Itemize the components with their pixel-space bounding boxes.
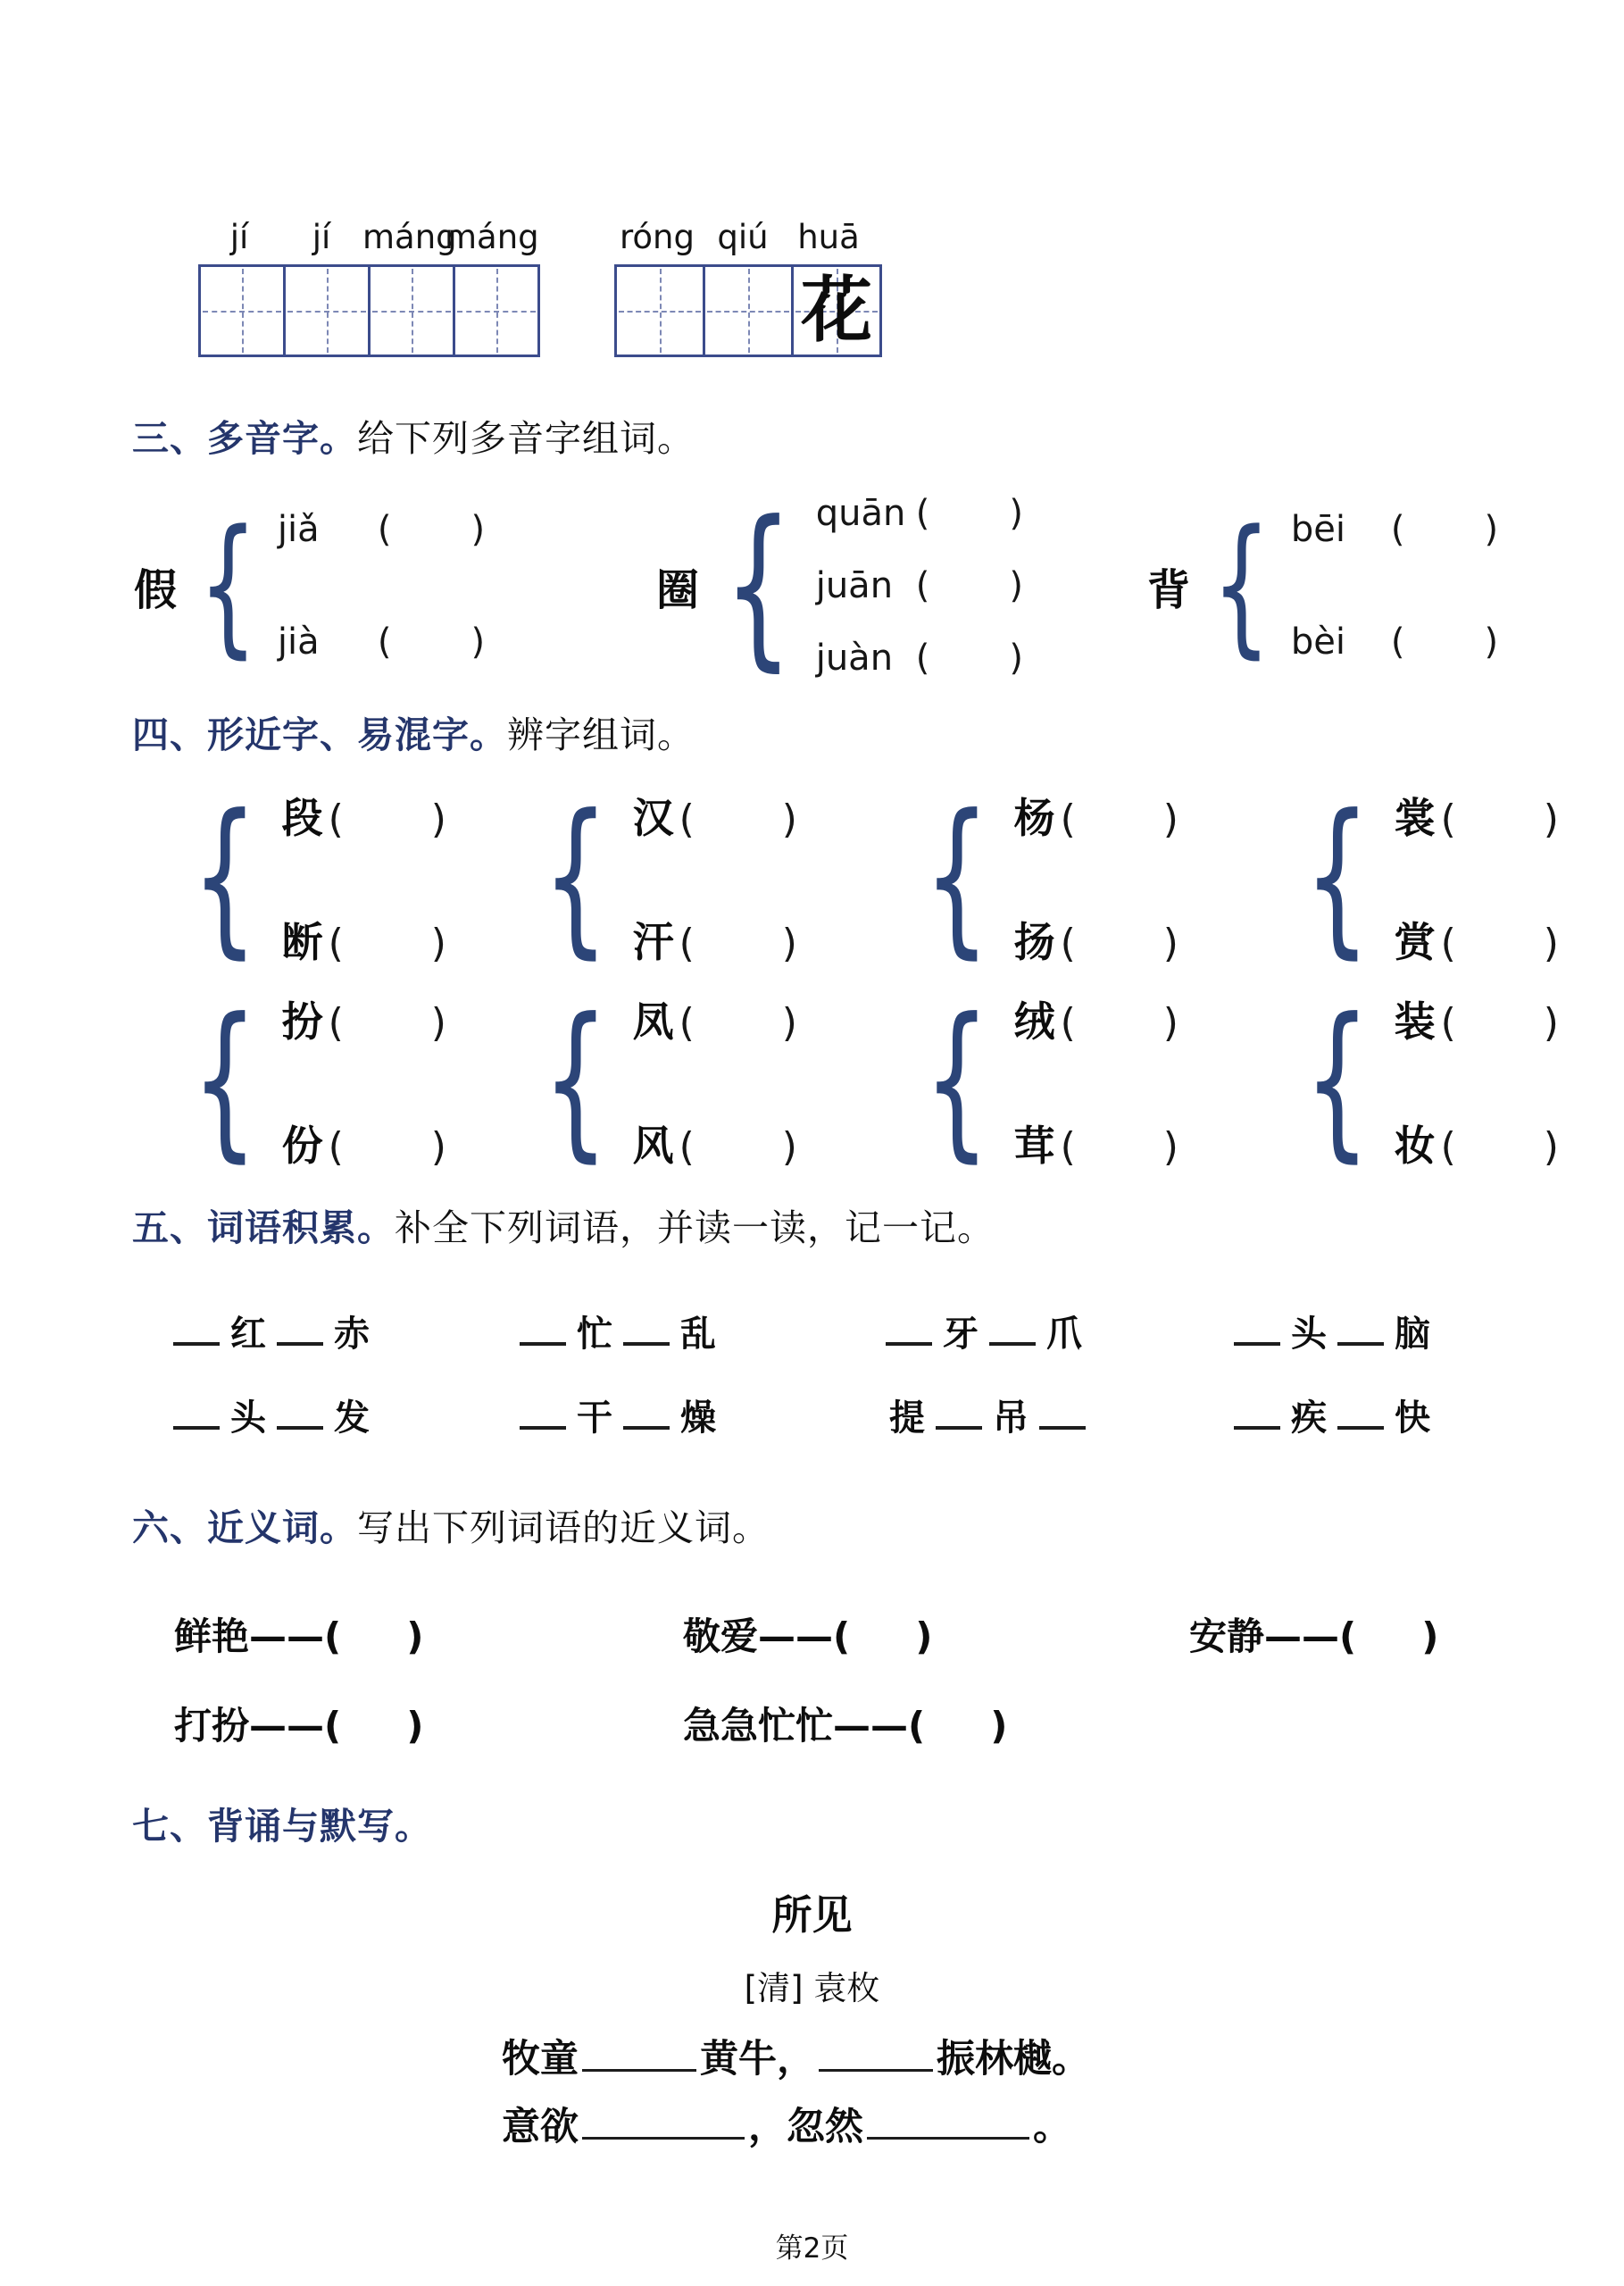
curly-brace: { [923,982,990,1179]
pair-row [633,910,797,969]
text-token: 发 [334,1397,370,1439]
section-title: 多音字。 [207,417,357,460]
page-number: 第2页 [775,2232,849,2265]
text-token: 意欲 [502,2105,579,2149]
pinyin-reading: bēi [1290,509,1346,550]
answer-parentheses: ( ) [328,1000,446,1046]
writing-grid-2 [614,264,882,357]
pinyin-row-2 [614,218,871,256]
pinyin-label: huā [797,218,860,256]
section-5-heading [132,1198,995,1251]
word-fill-item [516,1306,723,1356]
pair-column [1014,989,1178,1172]
section-number: 五、 [132,1206,207,1249]
pinyin-label: máng [362,218,457,256]
pinyin-reading: jiǎ [277,509,320,550]
pair-character: 杨 [1013,794,1055,842]
pair-row [282,989,446,1048]
pinyin-reading: bèi [1290,622,1346,663]
text-token: 头 [230,1397,266,1439]
reading-row [816,565,1023,606]
polyphonic-group-bei [1147,496,1498,675]
text-token: ，忽然 [748,2105,863,2149]
blank-line [1234,1338,1280,1346]
pair-column [282,786,446,969]
answer-parentheses: ( ) [1390,622,1499,663]
readings-list [1291,509,1498,663]
answer-parentheses: ( ) [915,565,1023,606]
blank-line [173,1338,220,1346]
char-pair-group [522,982,797,1179]
word-fill-item [516,1389,723,1440]
answer-parentheses: ( ) [1060,1124,1178,1170]
pair-row [1395,1114,1559,1172]
blank-line [582,2132,745,2140]
blank-line [277,1422,323,1430]
polyphonic-group-jia [134,496,485,675]
pair-character: 裳 [1394,794,1436,842]
char-pair-group [1284,779,1559,975]
pair-row [282,910,446,969]
pair-character: 凤 [632,997,674,1046]
section-6-heading [132,1498,770,1551]
pair-row [633,786,797,845]
text-token: 疾 [1291,1397,1327,1439]
char-pair-group [171,982,446,1179]
answer-parentheses: ( ) [915,638,1023,679]
pair-row [1395,989,1559,1048]
pinyin-label: jí [229,218,249,256]
writing-grid-1 [198,264,540,357]
synonym-item: 打扮——( ) [174,1704,424,1748]
answer-parentheses: ( ) [377,622,486,663]
curly-brace: { [1303,982,1370,1179]
answer-parentheses: ( ) [328,1124,446,1170]
text-token: 吊 [993,1397,1029,1439]
blank-line [819,2065,933,2072]
pair-character: 份 [281,1122,323,1170]
curly-brace: { [923,779,990,975]
pair-row [1014,989,1178,1048]
synonym-item: 敬爱——( ) [683,1614,933,1658]
blank-line [520,1338,566,1346]
text-token: 牙 [943,1314,979,1355]
curly-brace: { [542,982,609,1179]
pair-row [282,786,446,845]
polyphonic-character: 假 [134,564,178,615]
polyphonic-character: 背 [1147,564,1191,615]
text-token: 红 [230,1314,266,1355]
reading-row [816,638,1023,679]
section-title: 背诵与默写。 [207,1805,432,1848]
pair-character: 装 [1394,997,1436,1046]
section-7-heading [132,1797,432,1849]
word-fill-item [1230,1389,1437,1440]
pair-column [633,786,797,969]
pair-character: 茸 [1013,1122,1055,1170]
writing-cell [283,264,371,357]
reading-row [1291,509,1498,550]
pair-character: 扮 [281,997,323,1046]
section-4-heading [132,705,695,758]
polyphonic-group-quan [656,483,1023,688]
writing-cell [614,264,705,357]
pinyin-reading: jià [277,622,320,663]
word-fill-item [882,1306,1089,1356]
blank-line [277,1338,323,1346]
answer-parentheses: ( ) [1060,797,1178,842]
pair-column [633,989,797,1172]
blank-line [582,2065,696,2072]
section-title: 形近字、易混字。 [207,713,507,756]
pair-character: 绒 [1013,997,1055,1046]
text-token: 燥 [680,1397,716,1439]
answer-parentheses: ( ) [679,797,797,842]
blank-line [867,2132,1029,2140]
readings-list [278,509,485,663]
answer-parentheses: ( ) [328,797,446,842]
pinyin-label: máng [445,218,539,256]
pair-character: 赏 [1394,918,1436,966]
text-token: 赤 [334,1314,370,1355]
synonym-item: 鲜艳——( ) [174,1614,424,1658]
section-instruction: 补全下列词语，并读一读，记一记。 [395,1206,995,1249]
polyphonic-character: 圈 [656,564,700,615]
reading-row [1291,622,1498,663]
pair-character: 扬 [1013,918,1055,966]
section-number: 七、 [132,1805,207,1848]
readings-list [816,493,1023,679]
answer-parentheses: ( ) [679,1124,797,1170]
synonym-item: 急急忙忙——( ) [683,1704,1008,1748]
writing-cell [703,264,794,357]
char-pair-group [1284,982,1559,1179]
curly-brace: { [1212,497,1271,673]
section-3-heading [132,409,695,462]
reading-row [278,509,485,550]
text-token: 干 [577,1397,612,1439]
blank-line [1337,1338,1384,1346]
pair-character: 汉 [632,794,674,842]
text-token: 提 [889,1397,925,1439]
section-number: 六、 [132,1506,207,1549]
curly-brace: { [542,779,609,975]
section-title: 近义词。 [207,1506,357,1549]
writing-cell [368,264,455,357]
answer-parentheses: ( ) [1060,1000,1178,1046]
text-token: 乱 [680,1314,716,1355]
reading-row [816,493,1023,534]
answer-parentheses: ( ) [679,1000,797,1046]
text-token: 脑 [1395,1314,1430,1355]
answer-parentheses: ( ) [915,493,1023,534]
answer-parentheses: ( ) [1440,1000,1559,1046]
pair-character: 汗 [632,918,674,966]
pair-column [1014,786,1178,969]
reading-row [278,622,485,663]
poem-author: [清] 袁枚 [744,1969,880,2007]
text-token: 黄牛， [700,2037,815,2082]
pair-column [1395,989,1559,1172]
poem-line [502,2097,1071,2151]
text-token: 忙 [577,1314,612,1355]
pinyin-label: qiú [717,218,769,256]
text-token: 爪 [1046,1314,1082,1355]
blank-line [520,1422,566,1430]
pair-column [1395,786,1559,969]
pair-row [1395,910,1559,969]
synonym-item: 安静——( ) [1189,1614,1439,1658]
blank-line [623,1338,670,1346]
blank-line [1234,1422,1280,1430]
pair-column [282,989,446,1172]
word-fill-item [170,1306,377,1356]
curly-brace: { [723,483,794,688]
pair-row [1395,786,1559,845]
curly-brace: { [191,779,258,975]
word-fill-item [170,1389,377,1440]
pair-row [1014,910,1178,969]
cell-character: 花 [801,269,872,352]
section-instruction: 写出下列词语的近义词。 [357,1506,770,1549]
pinyin-row-1 [198,218,539,256]
char-pair-group [522,779,797,975]
answer-parentheses: ( ) [1060,921,1178,966]
answer-parentheses: ( ) [328,921,446,966]
section-instruction: 辨字组词。 [507,713,695,756]
blank-line [623,1422,670,1430]
text-token: 牧童 [502,2037,579,2082]
blank-line [886,1338,932,1346]
writing-cell [198,264,286,357]
pair-character: 段 [281,794,323,842]
text-token: 头 [1291,1314,1327,1355]
pair-row [282,1114,446,1172]
pinyin-reading: juān [815,565,894,606]
pair-character: 风 [632,1122,674,1170]
section-number: 四、 [132,713,207,756]
char-pair-group [904,779,1178,975]
answer-parentheses: ( ) [1440,921,1559,966]
blank-line [173,1422,220,1430]
text-token: 。 [1033,2105,1071,2149]
section-number: 三、 [132,417,207,460]
curly-brace: { [198,497,258,673]
blank-line [989,1338,1036,1346]
answer-parentheses: ( ) [1440,1124,1559,1170]
pinyin-reading: juàn [815,638,894,679]
answer-parentheses: ( ) [1440,797,1559,842]
pinyin-label: róng [620,218,695,256]
pair-row [633,1114,797,1172]
poem-title: 所见 [771,1891,853,1939]
section-title: 词语积累。 [207,1206,395,1249]
word-fill-item [882,1389,1089,1440]
blank-line [1039,1422,1086,1430]
curly-brace: { [191,982,258,1179]
poem-line [502,2029,1090,2083]
pair-character: 断 [281,918,323,966]
curly-brace: { [1303,779,1370,975]
answer-parentheses: ( ) [1390,509,1499,550]
pair-character: 妆 [1394,1122,1436,1170]
blank-line [1337,1422,1384,1430]
word-fill-item [1230,1306,1437,1356]
answer-parentheses: ( ) [679,921,797,966]
writing-cell [791,264,882,357]
pair-row [1014,786,1178,845]
section-instruction: 给下列多音字组词。 [357,417,695,460]
writing-cell [453,264,540,357]
char-pair-group [904,982,1178,1179]
answer-parentheses: ( ) [377,509,486,550]
pair-row [633,989,797,1048]
text-token: 快 [1395,1397,1430,1439]
pair-row [1014,1114,1178,1172]
blank-line [936,1422,982,1430]
pinyin-label: jí [312,218,331,256]
char-pair-group [171,779,446,975]
pinyin-reading: quān [815,493,906,534]
text-token: 振林樾。 [937,2037,1090,2082]
